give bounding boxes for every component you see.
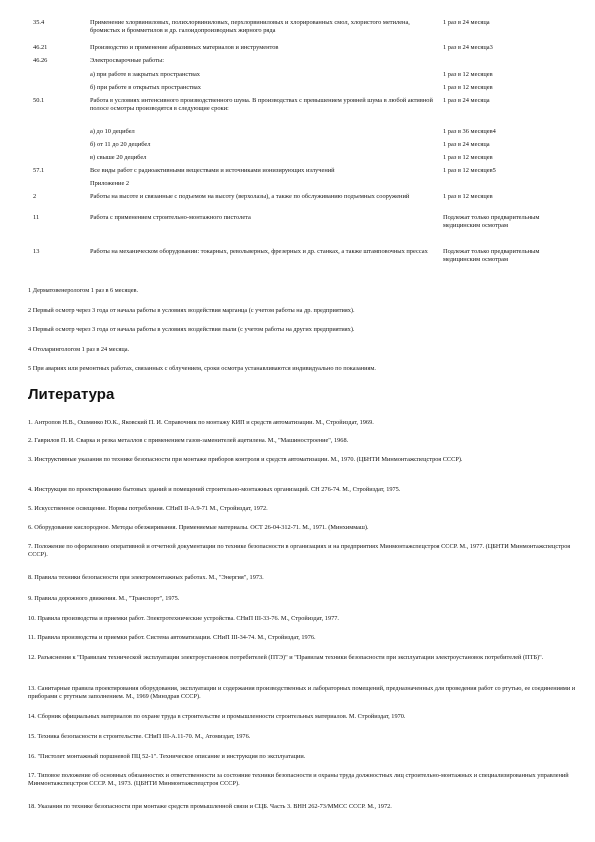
list-item: 15. Техника безопасности в строительстве. СНиП III-А.11-70. М., Атомиздат, 1976. xyxy=(28,733,251,740)
list-item: 10. Правила производства и приемки работ. Электротехнические устройства. СНиП III-33-76. М., Стройиздат, 1977. xyxy=(28,615,339,622)
list-item: 5. Искусственное освещение. Нормы потребления. СНиП II-А.9-71 М., Стройиздат, 1972. xyxy=(28,505,268,512)
table-cell-freq: 1 раз в 12 месяцев xyxy=(443,84,493,91)
list-item: 13. Санитарные правила проектирования оборудования, эксплуатации и содержания производственных и лабораторных помещений, предназначенных для проведения работ со ртутью, ее соединениями и приборами с ртутным заполнением. М., 1969 (Минздрав СССР). xyxy=(28,685,576,700)
list-item: 2. Гаврилов П. И. Сварка и резка металлов с применением газов-заменителей ацетилена. М., "Машиностроение", 1968. xyxy=(28,437,349,444)
footnote: 5 При авариях или ремонтных работах, связанных с облучением, сроки осмотра устанавливаются индивидуально по показаниям. xyxy=(28,365,376,372)
list-item: 7. Положение по оформлению оперативной и отчетной документации по технике безопасности в организациях и на предприятиях Минмонтажспецстроя СССР. М., 1977. (ЦБНТИ Минмонтажспецстроя СССР). xyxy=(28,543,571,558)
list-item: 8. Правила техники безопасности при электромонтажных работах. М., "Энергия", 1973. xyxy=(28,574,264,581)
table-cell-freq: 1 раз в 36 месяцев4 xyxy=(443,128,496,135)
list-item: 11. Правила производства и приемки работ. Система автоматизации. СНиП III-34-74. М., Стройиздат, 1976. xyxy=(28,634,316,641)
table-cell-freq: 1 раз в 24 месяца xyxy=(443,141,490,148)
table-cell-code: 2 xyxy=(33,193,37,200)
table-cell-desc: б) от 11 до 20 децибел xyxy=(90,141,151,148)
table-cell-desc: Работа в условиях интенсивного производственного шума. В производствах с превышением уровней шума в любой активной полосе осмотры производятся в следующие сроки: xyxy=(90,97,433,112)
table-cell-freq: 1 раз в 12 месяцев5 xyxy=(443,167,496,174)
list-item: 9. Правила дорожного движения. М., "Транспорт", 1975. xyxy=(28,595,180,602)
list-item: 1. Антропов Н.В., Ошмянко Ю.К., Яковский П. И. Справочник по монтажу КИП и средств автоматизации. М., Стройиздат, 1969. xyxy=(28,419,374,426)
table-cell-code: 35.4 xyxy=(33,19,45,26)
list-item: 18. Указания по технике безопасности при монтаже средств промышленной связи и СЦБ. Часть 3. ВНН 262-73/ММСС СССР. М., 1972. xyxy=(28,803,392,810)
table-cell-desc: в) свыше 20 децибел xyxy=(90,154,147,161)
section-heading: Литература xyxy=(28,386,115,403)
table-cell-desc: Производство и применение абразивных материалов и инструментов xyxy=(90,44,279,51)
table-cell-code: 46.21 xyxy=(33,44,48,51)
table-cell-code: 57.1 xyxy=(33,167,45,174)
footnote: 4 Отоларингологом 1 раз в 24 месяца. xyxy=(28,346,130,353)
table-cell-freq: 1 раз в 24 месяца xyxy=(443,97,490,104)
table-cell-code: 11 xyxy=(33,214,40,221)
table-cell-code: 50.1 xyxy=(33,97,45,104)
table-cell-desc: Все виды работ с радиоактивными веществами и источниками ионизирующих излучений xyxy=(90,167,335,174)
table-cell-desc: Приложение 2 xyxy=(90,180,130,187)
list-item: 6. Оборудование кислородное. Методы обезжиривания. Применяемые материалы. ОСТ 26-04-312-71. М., 1971. (Минхиммаш). xyxy=(28,524,369,531)
list-item: 16. "Пистолет монтажный поршневой ПЦ 52-1". Техническое описание и инструкция по эксплуатации. xyxy=(28,753,306,760)
table-cell-freq: Подлежат только предварительным медицинским осмотрам xyxy=(443,248,540,263)
footnote: 1 Дерматовенерологом 1 раз в 6 месяцев. xyxy=(28,287,139,294)
list-item: 3. Инструктивные указания по технике безопасности при монтаже приборов контроля и средств автоматизации. М., 1970. (ЦБНТИ Минмонтажспецстроя СССР). xyxy=(28,456,463,463)
table-cell-desc: Применение хлорвиниловых, полихлорвиниловых, перхлорвиниловых и хлорированных смол, хлористого метилена, бромистых и бромметилов и др. галоидопроизводных жирного ряда xyxy=(90,19,410,34)
table-cell-desc: Работы на механическом оборудовании: токарных, револьверных, фрезерных и др. станках, а также штамповочных прессах xyxy=(90,248,428,255)
table-cell-freq: 1 раз в 12 месяцев xyxy=(443,154,493,161)
list-item: 14. Сборник официальных материалов по охране труда в строительстве и промышленности строительных материалов. М. Стройиздат, 1970. xyxy=(28,713,406,720)
table-cell-desc: а) до 10 децибел xyxy=(90,128,135,135)
table-cell-freq: Подлежат только предварительным медицинским осмотрам xyxy=(443,214,540,229)
footnote: 3 Первый осмотр через 3 года от начала работы в условиях воздействия пыли (с учетом работы на других предприятиях). xyxy=(28,326,355,333)
table-cell-code: 46.26 xyxy=(33,57,48,64)
table-cell-desc: Работа с применением строительно-монтажного пистолета xyxy=(90,214,251,221)
list-item: 17. Типовое положение об основных обязанностях и ответственности за состояние техники безопасности и охраны труда должностных лиц строительно-монтажных и специализированных управлений Минмонтажспецстроя СССР. М., 1973. (ЦБНТИ Минмонтажспецстроя СССР). xyxy=(28,772,569,787)
table-cell-desc: Работы на высоте и связанные с подъемом на высоту (верхолазы), а также по обслуживанию подъемных сооружений xyxy=(90,193,410,200)
table-cell-freq: 1 раз в 12 месяцев xyxy=(443,193,493,200)
list-item: 4. Инструкция по проектированию бытовых зданий и помещений строительно-монтажных организаций. СН 276-74. М., Стройиздат, 1975. xyxy=(28,486,401,493)
table-cell-freq: 1 раз в 24 месяца3 xyxy=(443,44,493,51)
list-item: 12. Разъяснения к "Правилам технической эксплуатации электроустановок потребителей (ПТЭ)" и "Правилам техники безопасности при эксплуатации электроустановок потребителей (ПТБ)". xyxy=(28,654,544,661)
table-cell-freq: 1 раз в 24 месяца xyxy=(443,19,490,26)
table-cell-desc: а) при работе в закрытых пространствах xyxy=(90,71,200,78)
table-cell-desc: Электросварочные работы: xyxy=(90,57,165,64)
footnote: 2 Первый осмотр через 3 года от начала работы в условиях воздействия марганца (с учетом работы на др. предприятиях). xyxy=(28,307,355,314)
table-cell-freq: 1 раз в 12 месяцев xyxy=(443,71,493,78)
table-cell-code: 13 xyxy=(33,248,40,255)
table-cell-desc: б) при работе в открытых пространствах xyxy=(90,84,201,91)
